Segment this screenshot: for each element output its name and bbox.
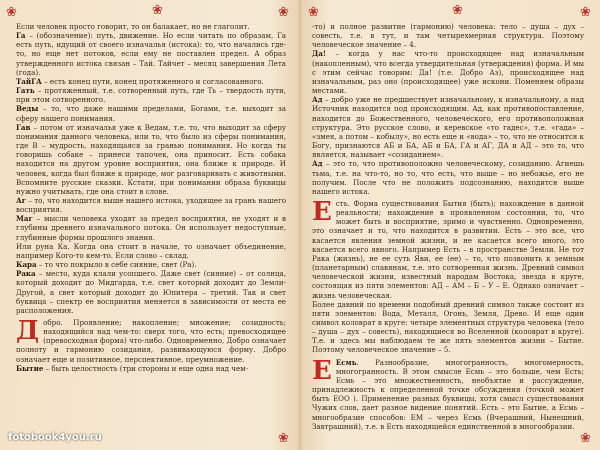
- drop-cap: Е: [312, 355, 332, 386]
- paragraph: [16, 86, 286, 104]
- paragraph: [16, 196, 286, 214]
- corner-ornament-icon: ❀: [580, 431, 591, 446]
- corner-ornament-icon: ❀: [6, 5, 17, 20]
- term: Веды: [16, 104, 39, 114]
- paragraph: [16, 77, 286, 86]
- paragraph-text: – мысли человека уходят за предел восприятия, не уходят и в глубины древнего изначального потока. Он использует недоступные, глубинные формы прошлого знания.: [16, 214, 286, 242]
- paragraph: [16, 260, 286, 269]
- paragraph: [312, 300, 584, 355]
- corner-ornament-icon: ❀: [580, 5, 591, 20]
- term: Рака: [16, 269, 36, 279]
- paragraph-text: Или руна Ка. Когда она стоит в начале, то означает объединение, например Кого-то кем-то. Если слово – склад.: [16, 241, 286, 260]
- paragraph-text: – протяженный, т.е. сотворенный путь, где Ть – твердость пути, при этом сотворенного.: [16, 86, 286, 105]
- term: Аг: [16, 195, 27, 205]
- paragraph: [312, 159, 584, 196]
- paragraph-text: Более давний по времени подобный древний символ также состоит из пяти элементов: Вода, Металл, Огонь, Земля, Древо. И еще один символ коловрат в круге: четыре элементных структура человека (тело – душа – дух – совесть), находящиеся во Вселенной (коловрат в круге). Т.е. и здесь мы наблюдаем те же пять элементов жизни – Бытие. Поэтому человеческое значение – 5.: [312, 299, 584, 355]
- term: Ад: [312, 159, 323, 169]
- term: Маг: [16, 214, 33, 224]
- drop-cap: Е: [312, 196, 332, 227]
- paragraph: [16, 104, 286, 122]
- paragraph: [16, 318, 286, 364]
- paragraph: [312, 196, 584, 300]
- paragraph: [16, 31, 286, 77]
- paragraph: [312, 22, 584, 49]
- term: Гав: [16, 122, 31, 132]
- paragraph-text: обро. Проявление; накопление; множение; созидность; находящийся над чем-то: сверх того, что есть; превосходящее (превосходная форма) что-либо. Одновременно, Добро означает полноту и гармонию созидания, развивающуюся форму. Добро означает еще и позитивное, перспективное, преумножение.: [16, 318, 287, 364]
- watermark: fotobook4you.ru: [8, 432, 102, 443]
- paragraph: [16, 242, 286, 260]
- term: Ад: [312, 95, 323, 105]
- term: Га: [16, 31, 26, 41]
- paragraph: [312, 355, 584, 431]
- term: Да!: [312, 49, 327, 59]
- right-page: [300, 0, 600, 450]
- paragraph-text: – когда у нас что-то происходящее над изначальным (накопленным), что всегда утвердительная (утверждения) форма. И мы с этим сейчас говорим: Да! (т.е. Добро Аз), происходящее над изначальным, раз оно (происходящее) уже искони. Поменяем образы местами.: [312, 49, 584, 96]
- paragraph-text: – место, куда клали усопшего. Даже свет (сияние) – от солнца, который доходит до Мидгарда, т.е. свет который доходит до Земли-Другой, а свет который доходит до Юпитера – третий. Так и свет буквица – спектр ее восприятия меняется в зависимости от места ее расположения.: [16, 269, 286, 315]
- drop-cap: Д: [16, 316, 40, 346]
- corner-ornament-icon: ❀: [308, 5, 319, 20]
- term: Кара: [16, 260, 37, 270]
- corner-ornament-icon: ❀: [278, 5, 289, 20]
- flourish-ornament-icon: ❀: [152, 3, 163, 18]
- paragraph-text: – то, что находится выше нашего истока, уходящее за грань нашего восприятия.: [16, 195, 286, 215]
- paragraph: [16, 364, 286, 373]
- paragraph: [16, 22, 286, 31]
- paragraph-text: сть. Форма существования Бытия (быть); нахождение в данной реальности; нахождение в проявленном состоянии, то, что может быть и восприятие, зримо и чувственно. Одновременно, это означает и то, что находится в развитии. Есть – это все, что касается явления земной жизни, и не касается всего иного, это касается всего явного. Например Есть – в пространстве Земли. Не тот Рака (жизнь), не ее суть Яви, ее (ее) – то, что позвонить к земным (планетарным) славянам, т.е. это сотворенная жизнь. Древний символ человеческой жизни, известный народам Востока, звезда в круге, состоящая из пяти элементов: АД – АМ – Б – У – Е. Однако означает – жизнь человеческая.: [312, 198, 584, 300]
- paragraph-text: – то что покрыло в себе сияние, свет (Ра).: [36, 260, 197, 270]
- paragraph-text: – есть конец пути, конец протяженного и согласованного.: [41, 76, 264, 86]
- paragraph-text: – быть целостность (три стороны и еще одна над чем-: [43, 363, 249, 373]
- flourish-ornament-icon: ❀: [452, 3, 463, 18]
- right-page-text: [312, 22, 584, 431]
- paragraph-text: – добро уже не предшествует изначальному, к изначальному, а над Источник находится под происходящим. Ад, как противопоставление, находится до Божественного, человеческого, его противоположная структура. Это русское слово, и керевское «то гадес», т.е. «гада» – «змея, а потом – кобылу», но есть еще и «вода» – то, что не относится к Богу, признаются АБ и БА, АБ и БА, ГА и АГ, ДА и АД – это то, что является, называет «созиданием».: [312, 95, 584, 160]
- paragraph: [16, 214, 286, 241]
- paragraph-text: – (обозначение): путь, движение. Но если читать по образам, Га есть путь, идущий от своего изначалья (истока): то, что начались где-то, но еще нет потоков, если ему не поставлен предел. А образ утвержденного истока связан – Тай. Тайчет – месяц завершения Лета (года).: [16, 31, 286, 77]
- term: Гать: [16, 86, 35, 96]
- paragraph-text: -то) и полное развитие (гармонию) человека: тело – душа – дух – совесть, т.е. в тут, и там четырехмерная структура. Поэтому человеческое значение – 4.: [312, 22, 584, 50]
- paragraph: [16, 123, 286, 196]
- paragraph-text: – потом от изначалья уже к Ведам, т.е. то, что выходит за сферу понимания данного человека, или то, что было из сферы понимания, где В – мудрость, находящаяся за гранью понимания. Но когда ты говоришь собаке – принеси тапочек, она приносит. Есть собака находится на другом уровне восприятия, она ближе к природе. И человек, когда был ближе к природе, мог разговаривать с животными. Вспомните русские сказки. Кстати, при понимании образа буквицы нужно учитывать, где она стоит в слове.: [16, 122, 286, 196]
- paragraph: [16, 269, 286, 315]
- paragraph: [312, 95, 584, 159]
- paragraph-text: – то, что даже нашими пределами, Богами, т.е. выходит за сферу нашего понимания.: [16, 104, 286, 123]
- corner-ornament-icon: ❀: [278, 431, 289, 446]
- term: Бытие: [16, 363, 44, 373]
- paragraph-text: . Разнообразие, многогранность, многомерность, многогранность. В этом смысле Есмь – это больше, чем Есть; Есмь – это множественность, необъятие и рассуждение, принадлежность к определенной точке обсуждения (точкой может быть ЕОО ). Применение разных буквицы, хотя смысл существования Чужих слов, дает разное видение понятий. Есть – это Бытие, а Есмь – многообразие способов: ЕМ – через Есмь (Вчерашний, Нынешний, Завтрашний), т.е. в Есть находящейся единственной в многообразии.: [312, 357, 584, 431]
- paragraph: [312, 49, 584, 95]
- term: Есмь: [335, 357, 357, 367]
- term: ТайГА: [16, 76, 42, 86]
- paragraph-text: – это то, что противоположно человеческому, созиданию. Агиешь тьма, т.е. на что-то, но то, что есть, что выше – но небожье, его не получим. После что не положить подсознанию, находится выше нашего истока.: [312, 159, 584, 196]
- left-page-text: [16, 22, 286, 373]
- paragraph-text: Если человек просто говорит, то он балакает, но не глаголит.: [16, 22, 250, 31]
